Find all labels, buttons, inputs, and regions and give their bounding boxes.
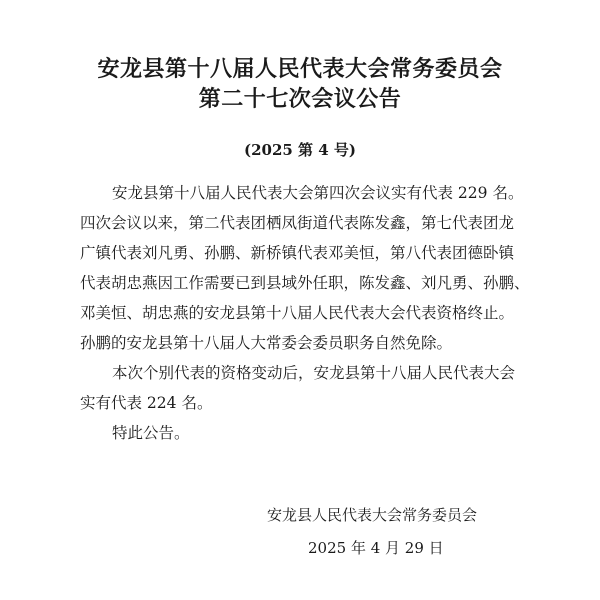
- document-number: (2025 第 4 号): [243, 141, 357, 159]
- body-paragraph-line: 孙鹏的安龙县第十八届人大常委会委员职务自然免除。: [80, 334, 453, 352]
- body-paragraph-line: 本次个别代表的资格变动后，安龙县第十八届人民代表大会: [112, 364, 516, 382]
- body-paragraph-line: 邓美恒、胡忠燕的安龙县第十八届人民代表大会代表资格终止。: [80, 304, 515, 322]
- body-paragraph-line: 四次会议以来，第二代表团栖凤街道代表陈发鑫，第七代表团龙: [80, 214, 515, 232]
- signature-date: 2025 年 4 月 29 日: [308, 539, 444, 557]
- closing-line: 特此公告。: [112, 424, 190, 442]
- body-paragraph-line: 广镇代表刘凡勇、孙鹏、新桥镇代表邓美恒，第八代表团德卧镇: [80, 244, 515, 262]
- body-paragraph-line: 代表胡忠燕因工作需要已到县域外任职，陈发鑫、刘凡勇、孙鹏、: [80, 274, 530, 292]
- body-paragraph-line: 实有代表 224 名。: [80, 394, 213, 412]
- announcement-title-line2: 第二十七次会议公告: [198, 86, 402, 112]
- signature-organization: 安龙县人民代表大会常务委员会: [267, 506, 478, 524]
- body-paragraph-line: 安龙县第十八届人民代表大会第四次会议实有代表 229 名。: [112, 184, 524, 202]
- announcement-title-line1: 安龙县第十八届人民代表大会常务委员会: [97, 56, 503, 82]
